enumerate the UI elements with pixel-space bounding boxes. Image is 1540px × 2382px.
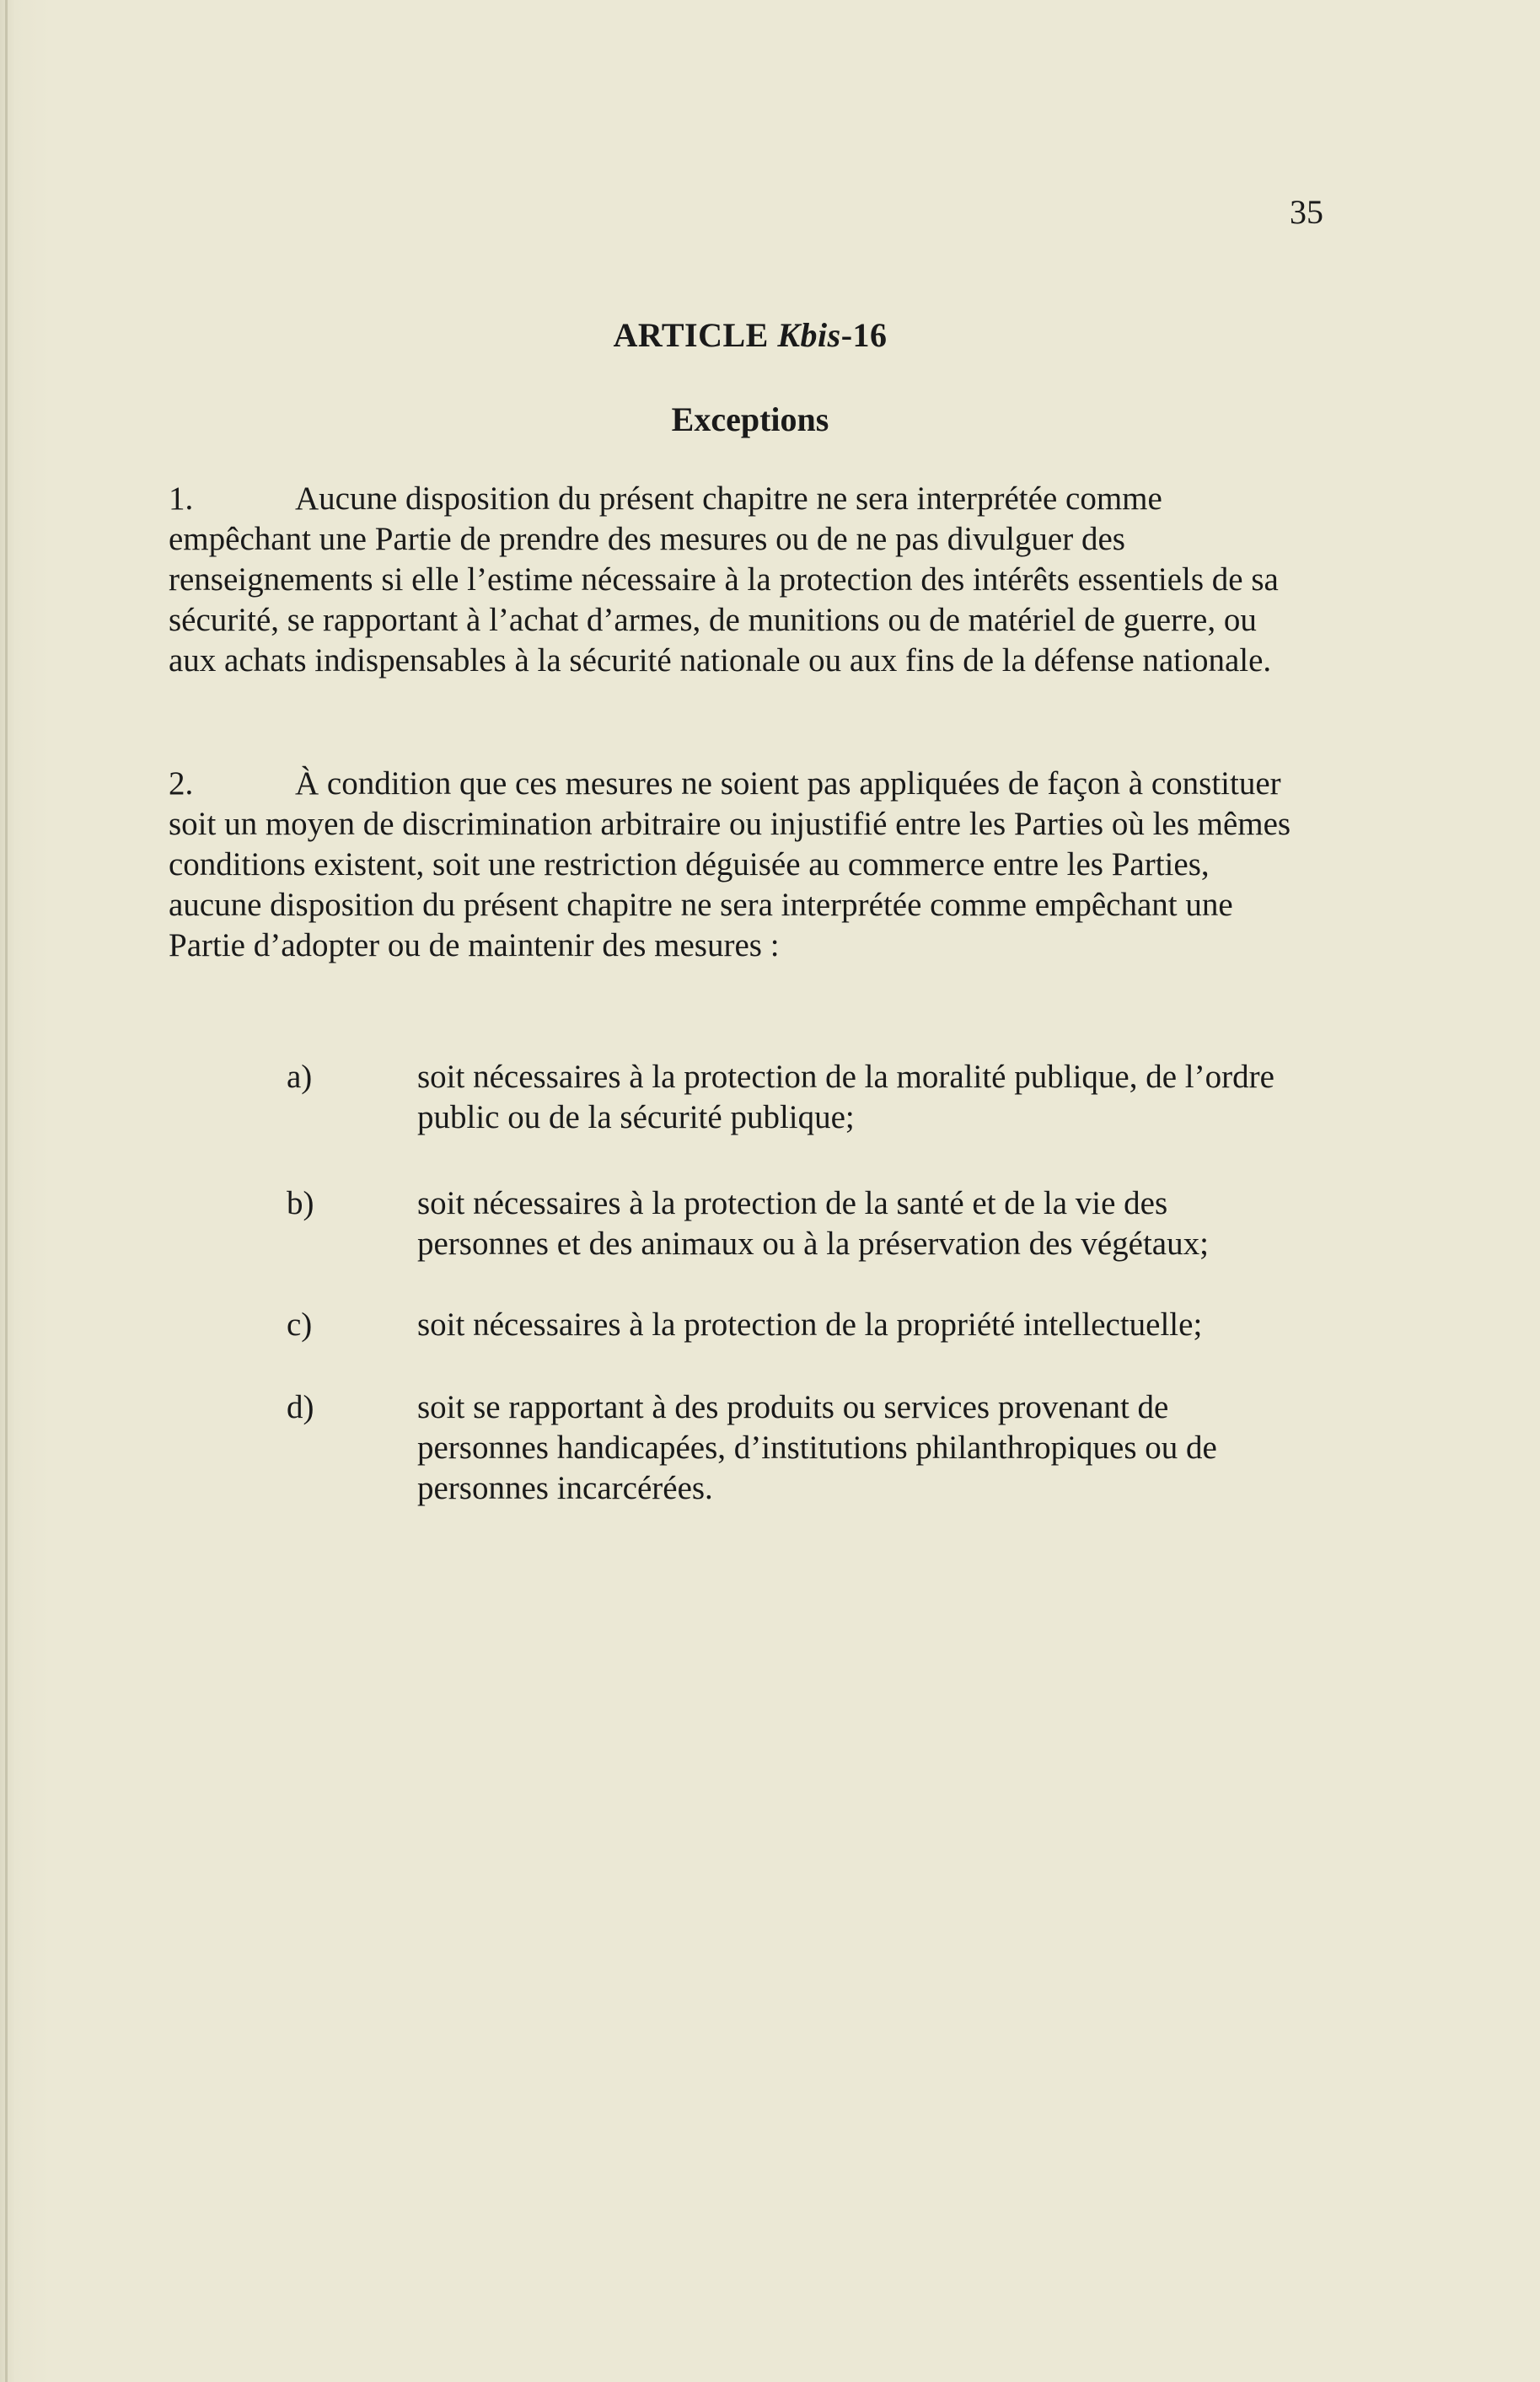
paragraph-text: À condition que ces mesures ne soient pas appliquées de façon à constituer soit un moyen de discrimination arbitraire ou injustifié entre les Parties où les mêmes conditions existent, soit une restriction déguisée au commerce entre les Parties, aucune disposition du présent chapitre ne sera interprétée comme empêchant une Partie d’adopter ou de maintenir des mesures :: [169, 765, 1291, 963]
section-title: Exceptions: [671, 400, 829, 438]
list-item-label: b): [287, 1185, 314, 1221]
list-item-text: soit nécessaires à la protection de la propriété intellectuelle;: [417, 1306, 1203, 1343]
paragraph-number: 2.: [169, 765, 194, 802]
list-item-text: soit nécessaires à la protection de la moralité publique, de l’ordre public ou de la sécurité publique;: [417, 1059, 1274, 1135]
paragraph-text: Aucune disposition du présent chapitre ne sera interprétée comme empêchant une Partie de prendre des mesures ou de ne pas divulguer des renseignements si elle l’estime nécessaire à la protection des intérêts essentiels de sa sécurité, se rapportant à l’achat d’armes, de munitions ou de matériel de guerre, ou aux achats indispensables à la sécurité nationale ou aux fins de la défense nationale.: [169, 480, 1279, 679]
list-item-text: soit nécessaires à la protection de la santé et de la vie des personnes et des animaux ou à la préservation des végétaux;: [417, 1185, 1209, 1262]
list-item-label: c): [287, 1306, 313, 1343]
paragraph-number: 1.: [169, 480, 194, 517]
article-title: [0, 315, 1500, 355]
paragraph-1: [169, 479, 1298, 681]
article-title-italic: Kbis: [777, 316, 841, 354]
list-item-label: d): [287, 1389, 314, 1425]
article-title-suffix: -16: [840, 316, 888, 354]
list-item-label: a): [287, 1059, 313, 1095]
list-item-text: soit se rapportant à des produits ou services provenant de personnes handicapées, d’institutions philanthropiques ou de personnes incarcérées.: [417, 1389, 1217, 1506]
paragraph-2: [169, 764, 1298, 966]
page-edge: [5, 0, 8, 2382]
page-number: 35: [1290, 193, 1323, 231]
article-title-prefix: ARTICLE: [613, 316, 778, 354]
